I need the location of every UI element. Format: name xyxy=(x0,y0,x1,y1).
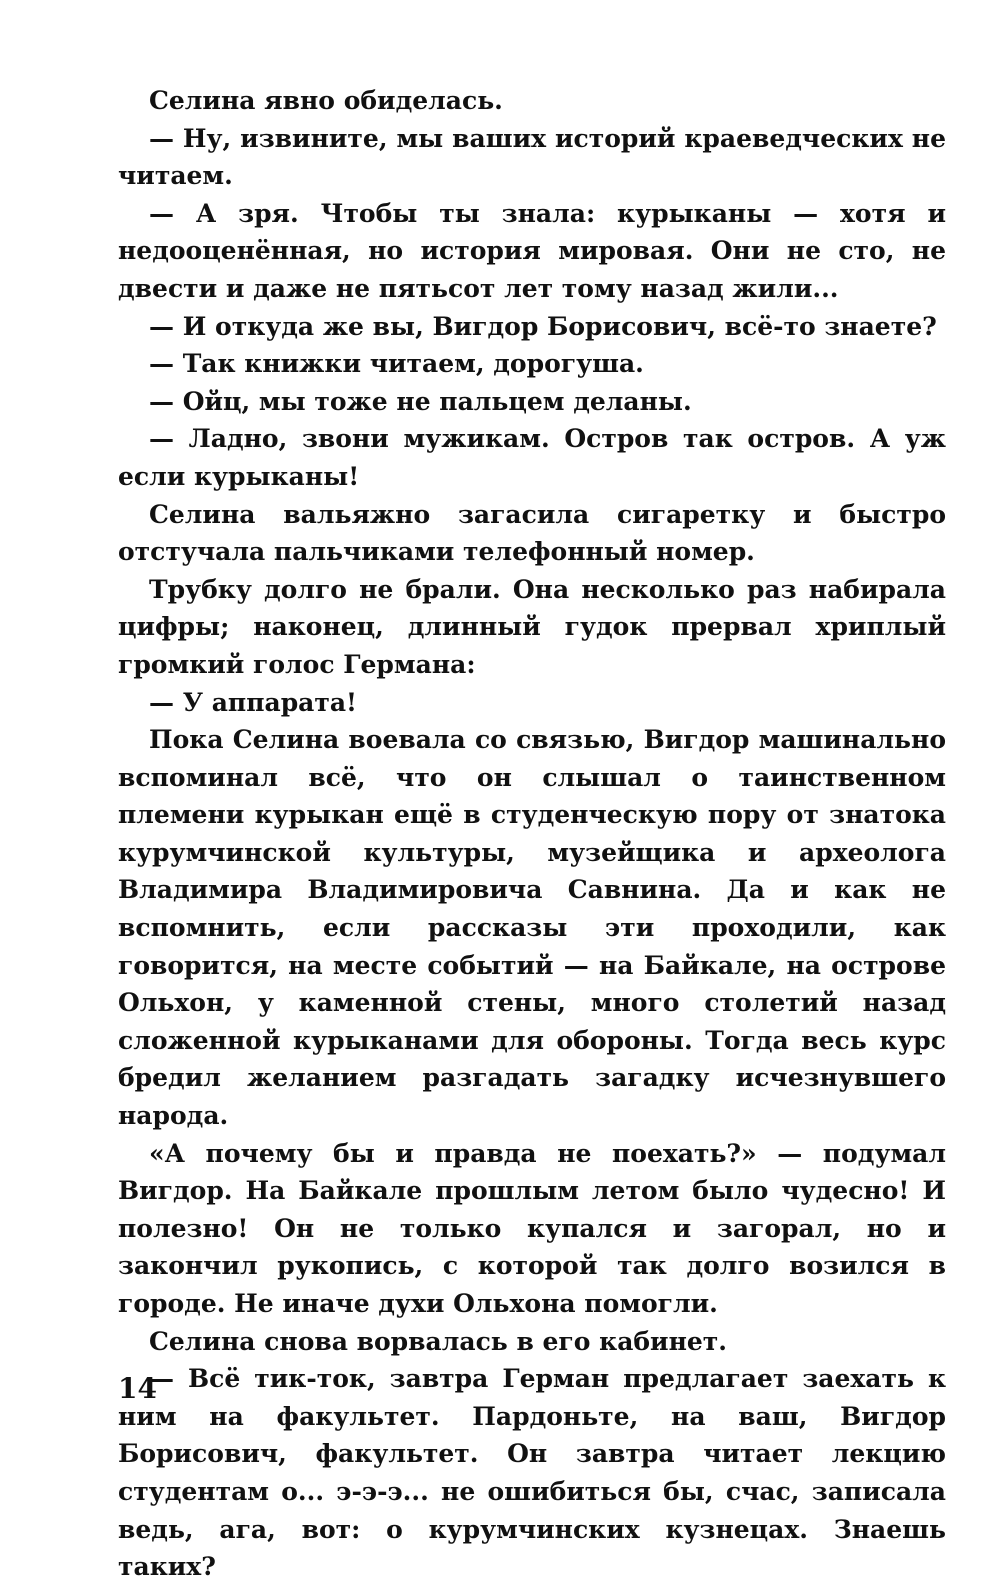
paragraph: — У аппарата! xyxy=(149,687,358,717)
paragraph: Трубку долго не брали. Она несколько раз набирала цифры; наконец, длинный гудок прервал хриплый громкий голос Германа: xyxy=(118,574,946,679)
paragraph: — И откуда же вы, Вигдор Борисович, всё-то знаете? xyxy=(149,311,937,341)
paragraph: — Так книжки читаем, дорогуша. xyxy=(149,349,644,379)
paragraph: «А почему бы и правда не поехать?» — подумал Вигдор. На Байкале прошлым летом было чудесно! И полезно! Он не только купался и загорал, но и закончил рукопись, с которой так долго возился в городе. Не иначе духи Ольхона помогли. xyxy=(118,1138,946,1318)
paragraph: — Всё тик-ток, завтра Герман предлагает заехать к ним на факультет. Пардоньте, на ваш, Вигдор Борисович, факультет. Он завтра читает лекцию студентам о... э-э-э... не ошибиться бы, счас, записала ведь, ага, вот: о курумчинских кузнецах. Знаешь таких? xyxy=(118,1364,946,1582)
paragraph: — Ойц, мы тоже не пальцем деланы. xyxy=(149,386,692,416)
paragraph: Селина явно обиделась. xyxy=(149,86,503,115)
paragraph: Селина вальяжно загасила сигаретку и быстро отстучала пальчиками телефонный номер. xyxy=(118,499,946,567)
page-number: 14 xyxy=(118,1372,157,1405)
paragraph: — Ладно, звони мужикам. Остров так остров. А уж если курыканы! xyxy=(118,424,946,491)
page-text xyxy=(118,82,946,1586)
paragraph: — Ну, извините, мы ваших историй краеведческих не читаем. xyxy=(118,123,946,191)
paragraph: Селина снова ворвалась в его кабинет. xyxy=(149,1326,728,1356)
paragraph: Пока Селина воевала со связью, Вигдор машинально вспоминал всё, что он слышал о таинственном племени курыкан ещё в студенческую пору от знатока курумчинской культуры, музейщика и археолога Владимира Владимировича Савнина. Да и как не вспомнить, если рассказы эти проходили, как говорится, на месте событий — на Байкале, на острове Ольхон, у каменной стены, много столетий назад сложенной курыканами для обороны. Тогда весь курс бредил желанием разгадать загадку исчезнувшего народа. xyxy=(118,725,946,1131)
paragraph: — А зря. Чтобы ты знала: курыканы — хотя и недооценённая, но история мировая. Они не сто, не двести и даже не пятьсот лет тому назад жили... xyxy=(118,198,946,303)
